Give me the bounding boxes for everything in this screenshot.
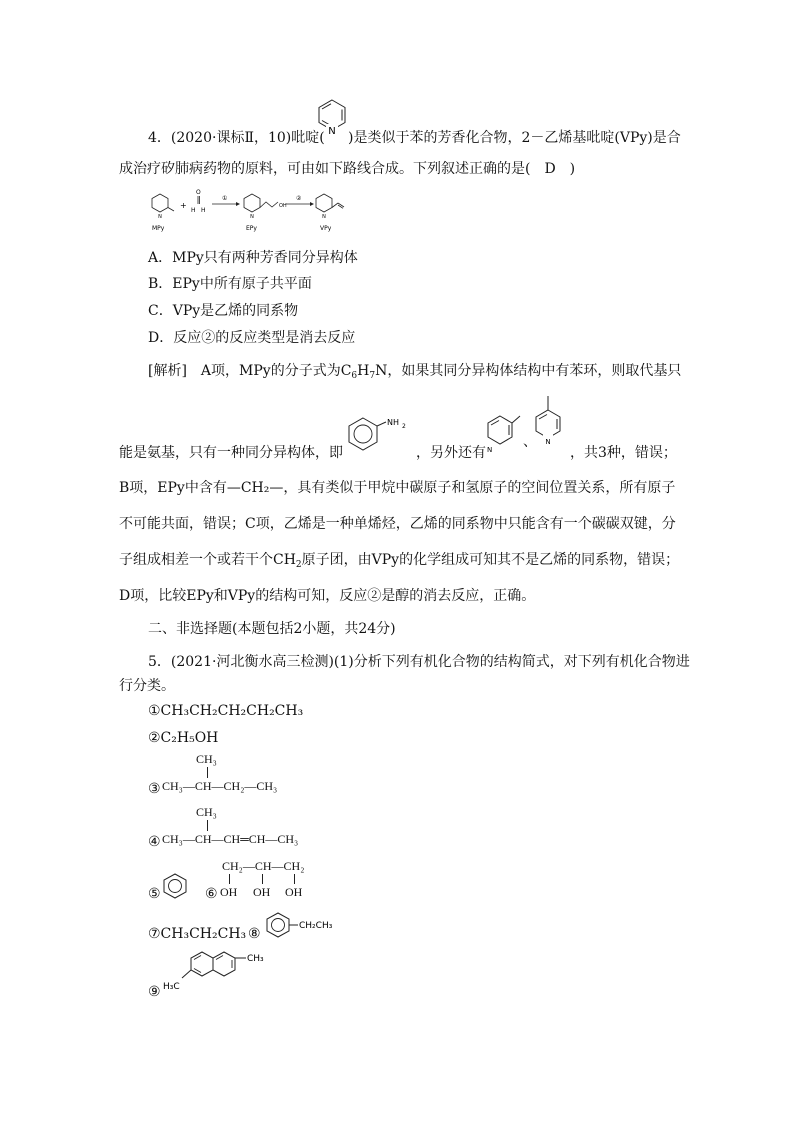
methylpyridine-4-structure (532, 392, 572, 462)
svg-text:CH₃: CH₃ (247, 954, 264, 964)
analysis-line4: 不可能共面，错误；C项，乙烯是一种单烯烃，乙烯的同系物中只能含有一个碳碳双键，分 (119, 516, 676, 532)
compound-6-num: ⑥ (205, 886, 218, 902)
dimethylnaphthalene-structure (160, 944, 280, 996)
compound-6-bond-1 (229, 874, 230, 884)
analysis-line6: D项，比较EPy和VPy的结构可知，反应②是醇的消去反应，正确。 (119, 588, 536, 604)
pyridine-structure (312, 94, 352, 154)
svg-text:N: N (322, 214, 326, 220)
compound-3-branch: CH₃ (196, 752, 217, 766)
analysis-line1: [解析] A项，MPy的分子式为$C_6H_7N$，如果其同分异构体结构中有苯环，则取代基只 (148, 363, 682, 381)
mpy-label: MPy (152, 225, 165, 232)
svg-text:H: H (191, 207, 196, 214)
svg-text:N: N (487, 446, 493, 454)
compound-6-oh-3: OH (285, 885, 303, 899)
vpy-structure (316, 194, 344, 232)
q5-line1: 5．(2021·河北衡水高三检测)(1)分析下列有机化合物的结构简式，对下列有机化合物进 (148, 654, 690, 670)
analysis-line5: 子组成相差一个或若干个$CH_2$原子团，由VPy的化学组成可知其不是乙烯的同系物，错误； (119, 552, 680, 570)
compound-6-oh-2: OH (253, 885, 271, 899)
aniline-structure (344, 412, 414, 458)
compound-8-num: ⑧ (248, 926, 261, 942)
q5-line2: 行分类。 (119, 678, 175, 694)
q4-line1-end: )是类似于苯的芳香化合物，2－乙烯基吡啶(VPy)是合 (348, 130, 681, 146)
option-a[interactable]: A．MPy只有两种芳香同分异构体 (148, 250, 358, 266)
svg-text:H: H (201, 207, 206, 214)
epy-label: EPy (246, 225, 257, 232)
option-d[interactable]: D．反应②的反应类型是消去反应 (148, 330, 356, 346)
compound-6-bond-2 (262, 874, 263, 884)
svg-text:OH: OH (279, 203, 287, 209)
epy-structure (244, 194, 287, 232)
compound-4-bond (207, 820, 208, 831)
analysis-line2-end: ，共3种，错误； (570, 445, 677, 461)
reaction-scheme (140, 186, 360, 236)
formaldehyde-structure (191, 189, 206, 214)
compound-9-num: ⑨ (148, 984, 161, 1000)
option-c[interactable]: C．VPy是乙烯的同系物 (148, 303, 299, 319)
plus-sign: + (180, 201, 187, 210)
svg-text:N: N (250, 214, 254, 220)
analysis-line2-mid: ，另外还有 (416, 445, 486, 461)
analysis-line3: B项，EPy中含有—CH₂—，具有类似于甲烷中碳原子和氢原子的空间位置关系，所有原子 (119, 480, 676, 496)
svg-text:CH₂CH₃: CH₂CH₃ (299, 921, 333, 931)
step2-label: ② (296, 195, 302, 202)
compound-4: CH₃—CH—CH═CH—CH₃ (162, 832, 299, 846)
option-b[interactable]: B．EPy中所有原子共平面 (148, 276, 312, 292)
q4-line1-start: 4．(2020·课标Ⅱ，10)吡啶( (148, 130, 325, 146)
compound-6-oh-1: OH (220, 885, 238, 899)
svg-text:N: N (158, 214, 162, 220)
compound-3: CH₃—CH—CH₂—CH₃ (162, 779, 278, 793)
compound-5-num: ⑤ (148, 886, 161, 902)
svg-text:O: O (196, 189, 201, 196)
nh2-label: NH (387, 418, 399, 427)
compound-1: ①CH₃CH₂CH₂CH₂CH₃ (148, 703, 304, 719)
benzene-structure (160, 872, 190, 900)
svg-text:2: 2 (402, 423, 406, 430)
methylpyridine-3-structure (484, 400, 524, 460)
compound-3-num: ③ (148, 781, 161, 797)
dun-mark: 、 (523, 434, 537, 450)
step1-label: ① (222, 195, 228, 202)
compound-4-branch: CH₃ (196, 805, 217, 819)
svg-text:H₃C: H₃C (163, 982, 180, 992)
vpy-label: VPy (320, 225, 332, 232)
compound-3-bond (207, 767, 208, 778)
compound-4-num: ④ (148, 834, 161, 850)
compound-2: ②C₂H₅OH (148, 730, 219, 746)
compound-7: ⑦CH₃CH₂CH₃ (148, 926, 247, 942)
section-title: 二、非选择题(本题包括2小题，共24分) (148, 621, 396, 637)
svg-text:N: N (545, 438, 551, 446)
q4-line2: 成治疗矽肺病药物的原料，可由如下路线合成。下列叙述正确的是( D ) (119, 161, 576, 177)
mpy-structure (152, 194, 174, 232)
ethylbenzene-structure (264, 910, 354, 940)
analysis-line2-start: 能是氨基，只有一种同分异构体，即 (119, 445, 343, 461)
compound-6-bond-3 (294, 874, 295, 884)
compound-6-chain: CH₂—CH—CH₂ (222, 859, 305, 873)
pyridine-n-label: N (328, 126, 336, 137)
